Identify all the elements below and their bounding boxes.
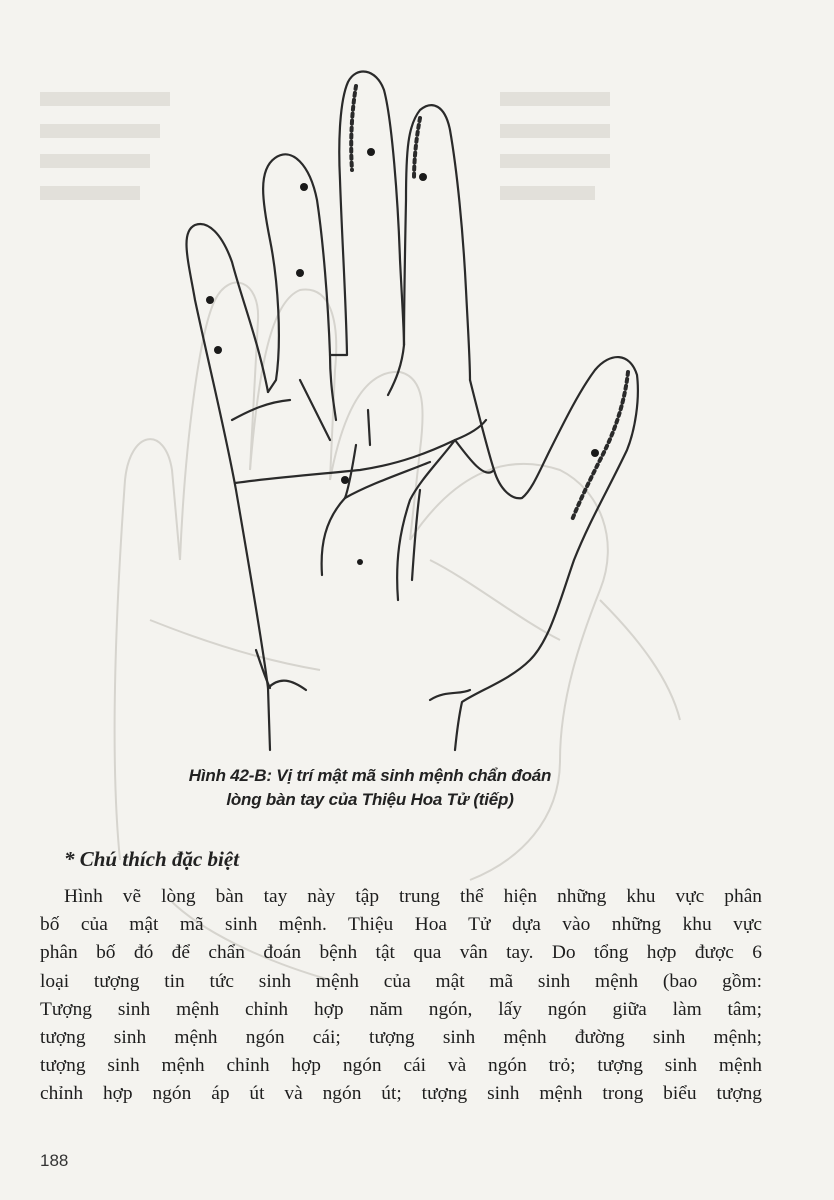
paragraph-line: phân bố đó để chẩn đoán bệnh tật qua vân tay. Do tổng hợp được 6 xyxy=(40,942,762,964)
paragraph-line: Tượng sinh mệnh chỉnh hợp năm ngón, lấy ngón giữa làm tâm; xyxy=(40,998,762,1020)
paragraph-line: bố của mật mã sinh mệnh. Thiệu Hoa Tử dựa vào những khu vực xyxy=(40,914,762,936)
section-heading: * Chú thích đặc biệt xyxy=(64,847,240,871)
figure-caption-line-1: Hình 42-B: Vị trí mật mã sinh mệnh chẩn đoán xyxy=(188,766,552,785)
paragraph-line: tượng sinh mệnh chỉnh hợp ngón cái và ngón trỏ; tượng sinh mệnh xyxy=(40,1055,762,1077)
paragraph-line: chỉnh hợp ngón áp út và ngón út; tượng sinh mệnh trong biểu tượng xyxy=(40,1083,762,1105)
figure-caption xyxy=(120,764,620,812)
paragraph-line: loại tượng tin tức sinh mệnh của mật mã sinh mệnh (bao gồm: xyxy=(40,970,762,992)
paragraph-line: Hình vẽ lòng bàn tay này tập trung thể hiện những khu vực phân xyxy=(64,886,762,907)
palm-illustration xyxy=(150,60,670,760)
paragraph-line: tượng sinh mệnh ngón cái; tượng sinh mệnh đường sinh mệnh; xyxy=(40,1026,762,1048)
body-paragraph xyxy=(40,883,762,1109)
page-number: 188 xyxy=(40,1151,69,1170)
figure-caption-line-2: lòng bàn tay của Thiệu Hoa Tử (tiếp) xyxy=(226,790,514,809)
